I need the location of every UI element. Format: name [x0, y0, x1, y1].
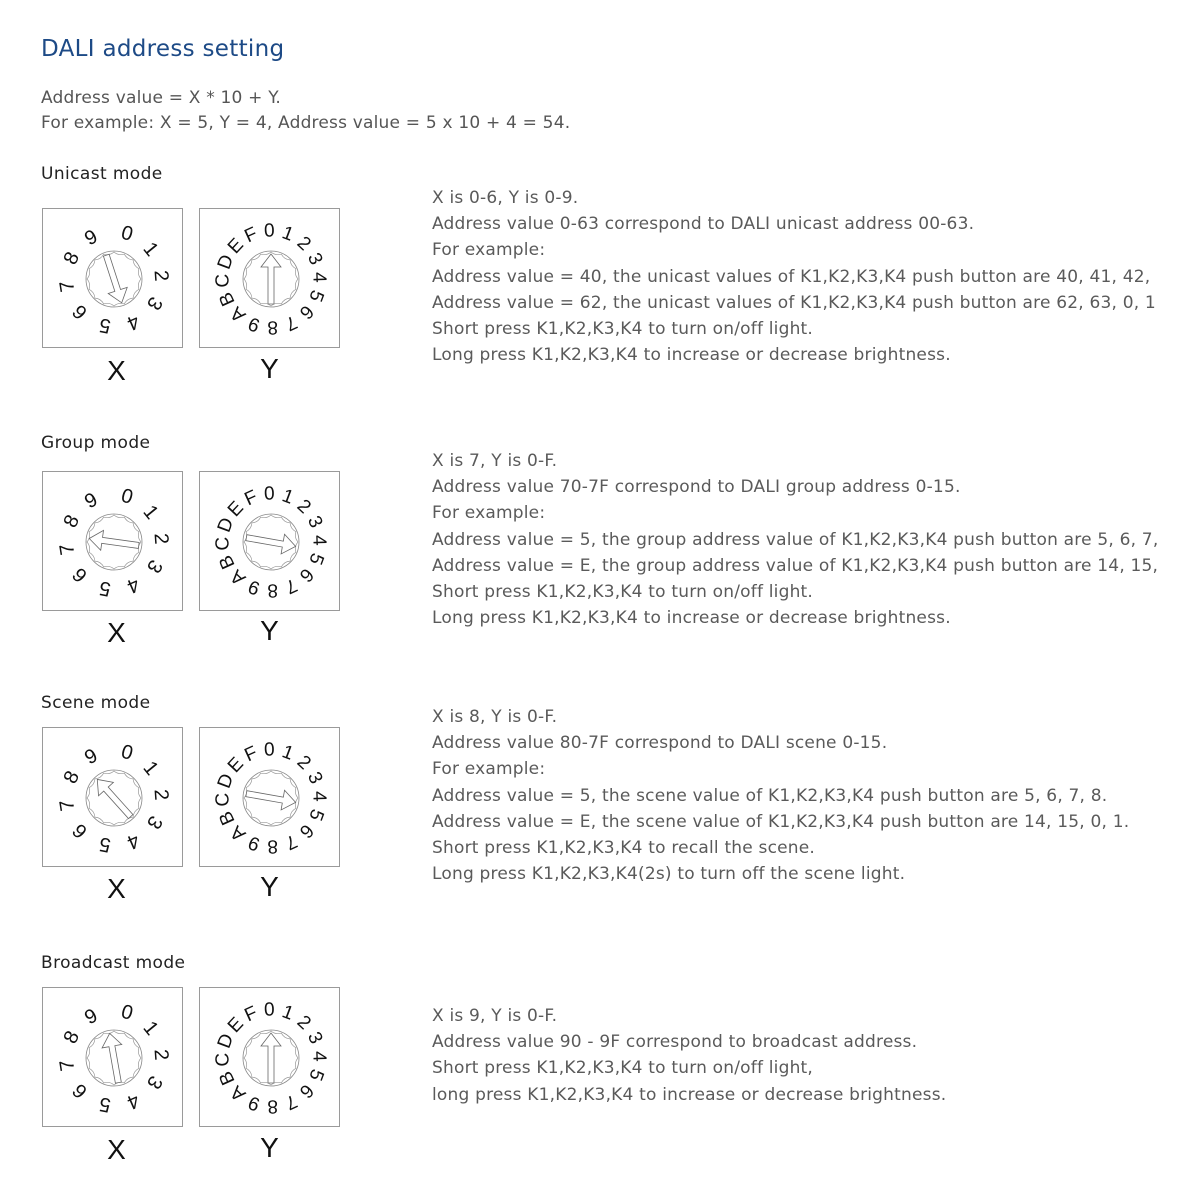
- address-formula: [41, 86, 570, 136]
- dial-digit: D: [213, 771, 239, 792]
- dial-digit: 5: [304, 1066, 328, 1084]
- dial-digit: B: [215, 288, 240, 310]
- desc-line: Short press K1,K2,K3,K4 to recall the scene.: [432, 838, 816, 859]
- dial-digit: 9: [81, 744, 102, 770]
- dial-digit: 8: [59, 248, 85, 269]
- desc-line: For example:: [432, 759, 546, 780]
- dial-digit: 6: [68, 819, 92, 843]
- dial-digit: B: [215, 1067, 240, 1089]
- dial-digit: E: [223, 497, 248, 522]
- broadcast-y-label: Y: [260, 1132, 279, 1163]
- desc-line: X is 0-6, Y is 0-9.: [432, 188, 579, 208]
- unicast-description: [432, 185, 1156, 368]
- rotary-switch-graphic: [43, 988, 182, 1126]
- dial-digit: 4: [123, 828, 143, 854]
- scene-mode-heading: Scene mode: [41, 693, 151, 713]
- dial-digit: 6: [294, 819, 318, 842]
- dial-digit: C: [212, 792, 234, 807]
- dial-digit: E: [223, 753, 248, 778]
- dial-pointer-arrow-icon: [100, 1032, 128, 1085]
- dial-digit: 4: [123, 309, 143, 335]
- dial-digit: 1: [279, 1001, 297, 1025]
- dial-digit: 2: [292, 232, 315, 256]
- dial-digit: 9: [245, 1091, 263, 1115]
- unicast-y-dial: [199, 208, 340, 348]
- dial-digit: D: [213, 252, 239, 273]
- rotary-switch-graphic: [43, 728, 182, 866]
- dial-digit: 2: [149, 788, 173, 802]
- dial-digit: 0: [118, 484, 136, 509]
- dial-knob: [243, 251, 299, 307]
- dial-digit: 3: [302, 768, 327, 788]
- scene-description: [432, 704, 1129, 887]
- dial-digit: E: [223, 1013, 248, 1038]
- dial-digit: 6: [68, 300, 92, 324]
- dial-digit: 1: [138, 238, 163, 261]
- dial-digit: 7: [281, 573, 301, 598]
- dial-digit: C: [212, 1052, 234, 1067]
- desc-line: For example:: [432, 503, 546, 524]
- dial-digit: 6: [294, 1079, 318, 1102]
- dial-digit: 0: [118, 740, 136, 765]
- group-description: [432, 448, 1158, 631]
- dial-digit: 8: [59, 767, 85, 788]
- broadcast-description: [432, 1003, 946, 1108]
- rotary-switch-graphic: [200, 209, 339, 347]
- desc-line: Address value 0-63 correspond to DALI unicast address 00-63.: [432, 214, 975, 235]
- dial-digit: 2: [292, 751, 315, 775]
- dial-digit: 1: [138, 757, 163, 780]
- dial-digit: 6: [294, 563, 318, 586]
- dial-digit: 3: [141, 811, 167, 833]
- dial-digit: E: [223, 234, 248, 259]
- rotary-switch-graphic: [200, 472, 339, 610]
- broadcast-mode-heading: Broadcast mode: [41, 953, 186, 973]
- scene-y-dial: [199, 727, 340, 867]
- desc-line: X is 7, Y is 0-F.: [432, 451, 558, 471]
- rotary-switch-graphic: [200, 988, 339, 1126]
- dial-digit: 4: [308, 534, 330, 546]
- dial-digit: 5: [97, 1092, 113, 1116]
- dial-digit: 9: [245, 312, 263, 336]
- dial-digit: F: [241, 1002, 261, 1027]
- dial-digit: C: [212, 273, 234, 288]
- unicast-y-label: Y: [260, 353, 279, 384]
- dial-digit: 8: [59, 511, 85, 532]
- dial-digit: F: [241, 223, 261, 248]
- dial-pointer-arrow-icon: [97, 252, 131, 306]
- dial-digit: 1: [279, 741, 297, 765]
- unicast-mode-heading: Unicast mode: [41, 164, 163, 184]
- dial-digit: B: [215, 551, 240, 573]
- dial-digit: 2: [292, 495, 315, 519]
- group-x-label: X: [107, 617, 126, 648]
- dial-digit: 4: [123, 572, 143, 598]
- dial-digit: B: [215, 807, 240, 829]
- desc-line: Long press K1,K2,K3,K4 to increase or decrease brightness.: [432, 345, 951, 366]
- dial-digit: 9: [81, 488, 102, 514]
- dial-digit: 5: [97, 313, 113, 337]
- group-y-label: Y: [260, 615, 279, 646]
- dial-digit: 5: [304, 806, 328, 824]
- dial-digit: 2: [149, 1048, 173, 1062]
- scene-y-label: Y: [260, 871, 279, 902]
- dial-knob: [86, 1030, 142, 1086]
- formula-example: For example: X = 5, Y = 4, Address value = 5 x 10 + 4 = 54.: [41, 113, 571, 133]
- dial-digit: A: [226, 565, 251, 590]
- dial-digit: 3: [302, 512, 327, 532]
- dial-digit: C: [212, 536, 234, 551]
- page-title: DALI address setting: [41, 36, 285, 62]
- dial-knob: [243, 1030, 299, 1086]
- group-x-dial: [42, 471, 183, 611]
- dial-knob: [86, 251, 142, 307]
- dial-digit: 7: [281, 310, 301, 335]
- desc-line: Address value = E, the scene value of K1,K2,K3,K4 push button are 14, 15, 0, 1.: [432, 811, 1130, 832]
- desc-line: Address value = 40, the unicast values of K1,K2,K3,K4 push button are 40, 41, 42,: [432, 266, 1151, 287]
- dial-digit: 6: [294, 300, 318, 323]
- dial-knob: [243, 514, 299, 570]
- desc-line: Address value = 62, the unicast values of K1,K2,K3,K4 push button are 62, 63, 0, 1: [432, 292, 1156, 313]
- desc-line: Long press K1,K2,K3,K4(2s) to turn off the scene light.: [432, 864, 906, 885]
- dial-digit: 9: [245, 831, 263, 855]
- dial-digit: 8: [267, 1095, 279, 1117]
- dial-digit: D: [213, 515, 239, 536]
- dial-digit: 5: [304, 287, 328, 305]
- dial-digit: 3: [302, 249, 327, 269]
- desc-line: Address value = 5, the group address value of K1,K2,K3,K4 push button are 5, 6, 7,: [432, 529, 1159, 550]
- dial-digit: 3: [141, 292, 167, 314]
- rotary-switch-graphic: [43, 472, 182, 610]
- dial-digit: 7: [281, 1089, 301, 1114]
- dial-digit: 9: [81, 1004, 102, 1030]
- dial-digit: A: [226, 1081, 251, 1106]
- dial-digit: 9: [245, 575, 263, 599]
- rotary-switch-graphic: [43, 209, 182, 347]
- dial-digit: 1: [279, 485, 297, 509]
- dial-pointer-arrow-icon: [261, 254, 281, 304]
- dial-pointer-arrow-icon: [245, 784, 298, 812]
- dial-digit: 0: [118, 1000, 136, 1025]
- scene-x-label: X: [107, 873, 126, 904]
- dial-digit: 0: [263, 739, 275, 761]
- desc-line: Short press K1,K2,K3,K4 to turn on/off light,: [432, 1058, 814, 1079]
- desc-line: long press K1,K2,K3,K4 to increase or decrease brightness.: [432, 1084, 947, 1105]
- dial-digit: F: [241, 742, 261, 767]
- dial-digit: 1: [138, 1017, 163, 1040]
- dial-digit: 0: [263, 999, 275, 1021]
- dial-digit: 3: [141, 555, 167, 577]
- unicast-x-dial: [42, 208, 183, 348]
- rotary-switch-graphic: [200, 728, 339, 866]
- dial-digit: A: [226, 302, 251, 327]
- dial-digit: 7: [55, 798, 80, 813]
- broadcast-x-label: X: [107, 1134, 126, 1165]
- scene-x-dial: [42, 727, 183, 867]
- dial-digit: 0: [263, 483, 275, 505]
- desc-line: Address value 90 - 9F correspond to broadcast address.: [432, 1032, 918, 1053]
- desc-line: Address value = 5, the scene value of K1,K2,K3,K4 push button are 5, 6, 7, 8.: [432, 785, 1108, 806]
- dial-digit: 5: [304, 550, 328, 568]
- dial-digit: 5: [97, 576, 113, 600]
- dial-digit: 7: [281, 829, 301, 854]
- dial-digit: 8: [267, 316, 279, 338]
- desc-line: Long press K1,K2,K3,K4 to increase or decrease brightness.: [432, 608, 951, 629]
- dial-knob: [86, 514, 142, 570]
- dial-digit: 1: [138, 501, 163, 524]
- dial-digit: 2: [149, 269, 173, 283]
- dial-digit: F: [241, 486, 261, 511]
- dial-digit: 3: [141, 1071, 167, 1093]
- desc-line: Address value 80-7F correspond to DALI scene 0-15.: [432, 733, 888, 754]
- broadcast-x-dial: [42, 987, 183, 1127]
- dial-pointer-arrow-icon: [261, 1033, 281, 1083]
- dial-digit: 8: [59, 1027, 85, 1048]
- desc-line: Short press K1,K2,K3,K4 to turn on/off light.: [432, 319, 814, 340]
- dial-digit: 8: [267, 579, 279, 601]
- desc-line: Short press K1,K2,K3,K4 to turn on/off light.: [432, 582, 814, 603]
- desc-line: X is 9, Y is 0-F.: [432, 1006, 558, 1026]
- dial-digit: A: [226, 821, 251, 846]
- dial-digit: 4: [308, 1050, 330, 1062]
- dial-digit: D: [213, 1031, 239, 1052]
- dial-digit: 4: [308, 271, 330, 283]
- dial-digit: 7: [55, 1058, 80, 1073]
- formula-line: Address value = X * 10 + Y.: [41, 88, 281, 108]
- dial-knob: [86, 770, 142, 826]
- dial-digit: 1: [279, 222, 297, 246]
- dial-digit: 5: [97, 832, 113, 856]
- desc-line: X is 8, Y is 0-F.: [432, 707, 558, 727]
- dial-digit: 2: [149, 532, 173, 546]
- dial-knob: [243, 770, 299, 826]
- dial-digit: 7: [55, 542, 80, 557]
- dial-pointer-arrow-icon: [88, 529, 140, 556]
- dial-digit: 4: [123, 1088, 143, 1114]
- dial-pointer-arrow-icon: [245, 528, 298, 556]
- dial-digit: 8: [267, 835, 279, 857]
- dial-digit: 6: [68, 563, 92, 587]
- dial-pointer-arrow-icon: [90, 773, 138, 824]
- unicast-x-label: X: [107, 355, 126, 386]
- dial-digit: 7: [55, 279, 80, 294]
- dial-digit: 9: [81, 225, 102, 251]
- dial-digit: 6: [68, 1079, 92, 1103]
- desc-line: Address value 70-7F correspond to DALI group address 0-15.: [432, 477, 961, 498]
- dial-digit: 0: [263, 220, 275, 242]
- dial-digit: 3: [302, 1028, 327, 1048]
- desc-line: Address value = E, the group address value of K1,K2,K3,K4 push button are 14, 15,: [432, 555, 1159, 576]
- dial-digit: 4: [308, 790, 330, 802]
- group-mode-heading: Group mode: [41, 433, 151, 453]
- desc-line: For example:: [432, 240, 546, 261]
- group-y-dial: [199, 471, 340, 611]
- dial-digit: 2: [292, 1011, 315, 1035]
- dial-digit: 0: [118, 221, 136, 246]
- broadcast-y-dial: [199, 987, 340, 1127]
